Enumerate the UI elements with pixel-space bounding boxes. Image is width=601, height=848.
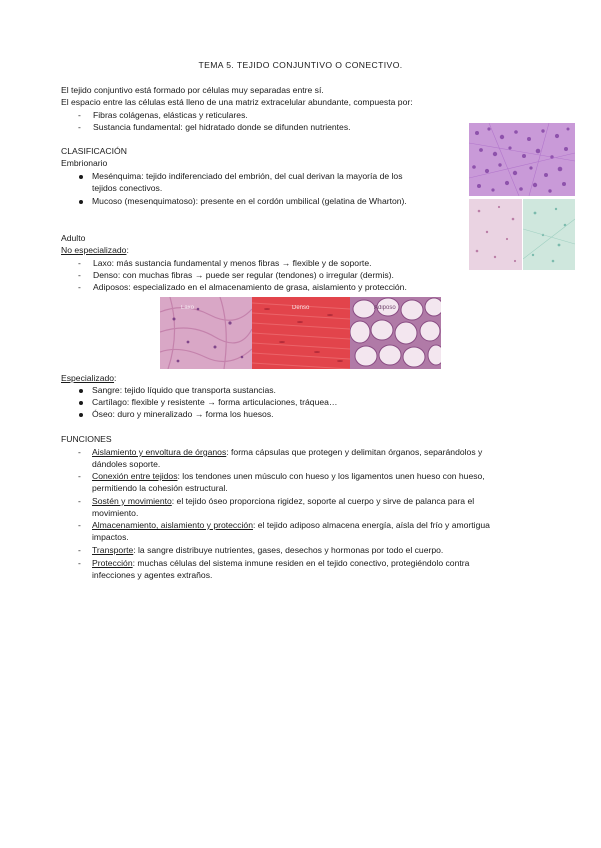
list-item: Mesénquima: tejido indiferenciado del embrión, del cual derivan la mayoría de los bbox=[92, 171, 403, 181]
laxo-histology-image bbox=[160, 297, 252, 369]
list-item: Fibras colágenas, elásticas y reticulares. bbox=[93, 110, 248, 120]
list-item: Adiposos: especializado en el almacenamiento de grasa, aislamiento y protección. bbox=[93, 282, 407, 292]
bullet-icon bbox=[79, 200, 83, 204]
subheading-adulto: Adulto bbox=[61, 233, 86, 243]
funcion-item-cont: infecciones y agentes extraños. bbox=[92, 570, 213, 580]
funcion-item-cont: permitiendo la cohesión estructural. bbox=[92, 483, 228, 493]
list-dash: - bbox=[78, 545, 81, 555]
list-dash: - bbox=[78, 270, 81, 280]
list-dash: - bbox=[78, 110, 81, 120]
bullet-icon bbox=[79, 175, 83, 179]
funcion-item: Aislamiento y envoltura de órganos: forma cápsulas que protegen y delimitan órganos, separándolos y bbox=[92, 447, 483, 457]
intro-line-2: El espacio entre las células está lleno de una matriz extracelular abundante, compuesta por: bbox=[61, 97, 413, 107]
list-dash: - bbox=[78, 496, 81, 506]
intro-line-1: El tejido conjuntivo está formado por células muy separadas entre sí. bbox=[61, 85, 324, 95]
list-item: Mucoso (mesenquimatoso): presente en el cordón umbilical (gelatina de Wharton). bbox=[92, 196, 407, 206]
subheading-embrionario: Embrionario bbox=[61, 158, 108, 168]
list-dash: - bbox=[78, 447, 81, 457]
funcion-item: Almacenamiento, aislamiento y protección: el tejido adiposo almacena energía, aísla del frío y amortigua bbox=[92, 520, 490, 530]
list-dash: - bbox=[78, 122, 81, 132]
image-label-denso: Denso bbox=[292, 305, 310, 311]
list-dash: - bbox=[78, 258, 81, 268]
funcion-item: Transporte: la sangre distribuye nutrientes, gases, desechos y hormonas por todo el cuerpo. bbox=[92, 545, 444, 555]
mesenquima-histology-image bbox=[469, 123, 575, 196]
subheading-no-especializado: No especializado: bbox=[61, 245, 129, 255]
mucoso-histology-image-2 bbox=[523, 199, 575, 270]
section-heading-clasificacion: CLASIFICACIÓN bbox=[61, 146, 127, 156]
funcion-item: Conexión entre tejidos: los tendones unen músculo con hueso y los ligamentos unen hueso con hueso, bbox=[92, 471, 485, 481]
funcion-item-cont: movimiento. bbox=[92, 508, 139, 518]
bullet-icon bbox=[79, 413, 83, 417]
list-dash: - bbox=[78, 471, 81, 481]
list-item: Cartílago: flexible y resistente → forma articulaciones, tráquea… bbox=[92, 397, 338, 407]
funcion-item-cont: dándoles soporte. bbox=[92, 459, 161, 469]
bullet-icon bbox=[79, 389, 83, 393]
image-label-adiposo: Adiposo bbox=[374, 305, 396, 311]
subheading-especializado: Especializado: bbox=[61, 373, 117, 383]
list-item-cont: tejidos conectivos. bbox=[92, 183, 163, 193]
list-item: Sangre: tejido líquido que transporta sustancias. bbox=[92, 385, 276, 395]
list-item: Laxo: más sustancia fundamental y menos fibras → flexible y de soporte. bbox=[93, 258, 372, 268]
section-heading-funciones: FUNCIONES bbox=[61, 434, 112, 444]
list-item: Denso: con muchas fibras → puede ser regular (tendones) o irregular (dermis). bbox=[93, 270, 394, 280]
funcion-item: Sostén y movimiento: el tejido óseo proporciona rigidez, soporte al cuerpo y sirve de palanca para el bbox=[92, 496, 475, 506]
funcion-item: Protección: muchas células del sistema inmune residen en el tejido conectivo, protegiéndolo contra bbox=[92, 558, 470, 568]
bullet-icon bbox=[79, 401, 83, 405]
image-label-laxo: Laxo bbox=[181, 305, 195, 311]
list-dash: - bbox=[78, 282, 81, 292]
list-item: Sustancia fundamental: gel hidratado donde se difunden nutrientes. bbox=[93, 122, 351, 132]
list-dash: - bbox=[78, 558, 81, 568]
mucoso-histology-image-1 bbox=[469, 199, 522, 270]
funcion-item-cont: impactos. bbox=[92, 532, 129, 542]
list-dash: - bbox=[78, 520, 81, 530]
list-item: Óseo: duro y mineralizado → forma los huesos. bbox=[92, 409, 274, 419]
page-title: TEMA 5. TEJIDO CONJUNTIVO O CONECTIVO. bbox=[198, 60, 403, 70]
